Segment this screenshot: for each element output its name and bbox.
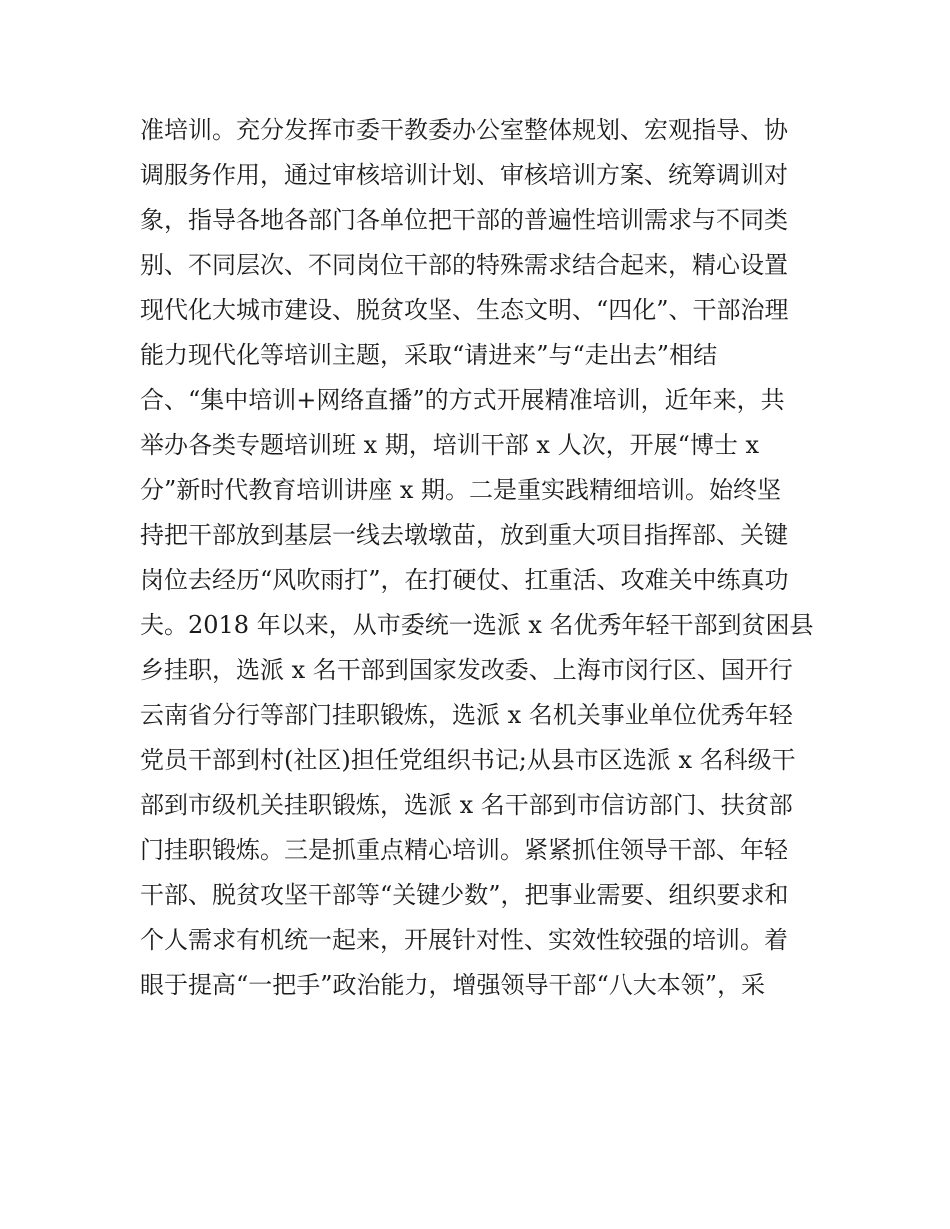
text-line: 持把干部放到基层一线去墩墩苗，放到重大项目指挥部、关键 (140, 521, 788, 549)
text-line: 党员干部到村(社区)担任党组织书记;从县市区选派 x 名科级干 (140, 746, 796, 774)
text-line: 举办各类专题培训班 x 期，培训干部 x 人次，开展“博士 x (140, 431, 760, 459)
text-line: 个人需求有机统一起来，开展针对性、实效性较强的培训。着 (140, 926, 788, 954)
text-line: 干部、脱贫攻坚干部等“关键少数”，把事业需要、组织要求和 (140, 881, 789, 909)
text-line: 岗位去经历“风吹雨打”，在打硬仗、扛重活、攻难关中练真功 (140, 566, 789, 594)
text-line: 夫。2018 年以来，从市委统一选派 x 名优秀年轻干部到贫困县 (140, 611, 814, 639)
text-line: 部到市级机关挂职锻炼，选派 x 名干部到市信访部门、扶贫部 (140, 791, 793, 819)
text-line: 现代化大城市建设、脱贫攻坚、生态文明、“四化”、干部治理 (140, 296, 789, 324)
text-line: 象，指导各地各部门各单位把干部的普遍性培训需求与不同类 (140, 206, 788, 234)
text-line: 云南省分行等部门挂职锻炼，选派 x 名机关事业单位优秀年轻 (140, 701, 793, 729)
text-line: 眼于提高“一把手”政治能力，增强领导干部“八大本领”，采 (140, 971, 766, 999)
text-line: 门挂职锻炼。三是抓重点精心培训。紧紧抓住领导干部、年轻 (140, 836, 788, 864)
text-line: 乡挂职，选派 x 名干部到国家发改委、上海市闵行区、国开行 (140, 656, 793, 684)
text-line: 调服务作用，通过审核培训计划、审核培训方案、统筹调训对 (140, 161, 788, 189)
text-line: 能力现代化等培训主题，采取“请进来”与“走出去”相结 (140, 341, 718, 369)
text-line: 别、不同层次、不同岗位干部的特殊需求结合起来，精心设置 (140, 251, 788, 279)
text-line: 合、“集中培训+网络直播”的方式开展精准培训，近年来，共 (140, 386, 785, 414)
text-line: 准培训。充分发挥市委干教委办公室整体规划、宏观指导、协 (140, 116, 788, 144)
body-paragraph (140, 108, 830, 1008)
text-line: 分”新时代教育培训讲座 x 期。二是重实践精细培训。始终坚 (140, 476, 782, 504)
